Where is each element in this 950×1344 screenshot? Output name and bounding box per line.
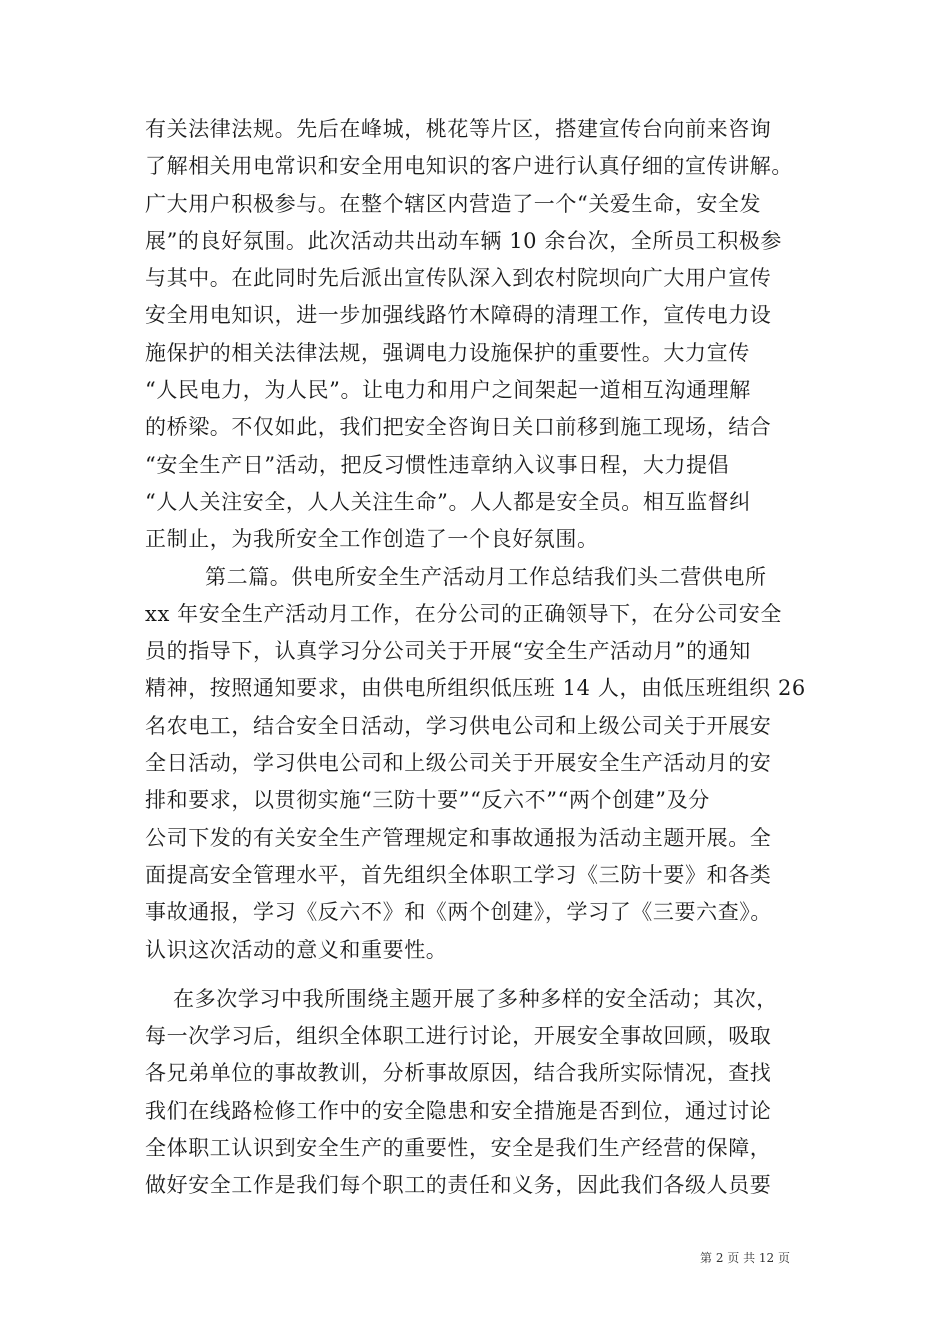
- section-heading-line: 第二篇。供电所安全生产活动月工作总结我们头二营供电所: [205, 564, 767, 589]
- page-number: 第 2 页 共 12 页: [700, 1251, 790, 1265]
- text-line: 排和要求，以贯彻实施“三防十要”“反六不”“两个创建”及分: [145, 788, 710, 813]
- text-line: “安全生产日”活动，把反习惯性违章纳入议事日程，大力提倡: [145, 452, 730, 477]
- text-line: 事故通报，学习《反六不》和《两个创建》，学习了《三要六查》。: [145, 900, 772, 925]
- text-line: 施保护的相关法律法规，强调电力设施保护的重要性。大力宣传: [145, 340, 750, 365]
- text-line: 我们在线路检修工作中的安全隐患和安全措施是否到位，通过讨论: [145, 1098, 772, 1123]
- text-line: 面提高安全管理水平，首先组织全体职工学习《三防十要》和各类: [145, 862, 772, 887]
- text-line: 公司下发的有关安全生产管理规定和事故通报为活动主题开展。全: [145, 825, 772, 850]
- paragraph-gap: [145, 969, 810, 981]
- document-body: [145, 111, 810, 1205]
- text-line: “人人关注安全，人人关注生命”。人人都是安全员。相互监督纠: [145, 489, 751, 514]
- text-line: 员的指导下，认真学习分公司关于开展“安全生产活动月”的通知: [145, 639, 751, 664]
- text-line: 广大用户积极参与。在整个辖区内营造了一个“关爱生命，安全发: [145, 191, 762, 216]
- text-line: 各兄弟单位的事故教训，分析事故原因，结合我所实际情况，查找: [145, 1061, 772, 1086]
- text-line: “人民电力，为人民”。让电力和用户之间架起一道相互沟通理解: [145, 378, 751, 403]
- text-line: 正制止，为我所安全工作创造了一个良好氛围。: [145, 527, 599, 552]
- text-line: 安全用电知识，进一步加强线路竹木障碍的清理工作，宣传电力设: [145, 303, 772, 328]
- text-line: 做好安全工作是我们每个职工的责任和义务，因此我们各级人员要: [145, 1173, 772, 1198]
- text-line: 精神，按照通知要求，由供电所组织低压班 14 人，由低压班组织 26: [145, 676, 806, 701]
- text-line: 的桥梁。不仅如此，我们把安全咨询日关口前移到施工现场，结合: [145, 415, 772, 440]
- text-line: 名农电工，结合安全日活动，学习供电公司和上级公司关于开展安: [145, 713, 772, 738]
- text-line: 与其中。在此同时先后派出宣传队深入到农村院坝向广大用户宣传: [145, 266, 772, 291]
- text-line: 每一次学习后，组织全体职工进行讨论，开展安全事故回顾，吸取: [145, 1024, 772, 1049]
- text-line: 认识这次活动的意义和重要性。: [145, 937, 448, 962]
- text-line: 展”的良好氛围。此次活动共出动车辆 10 余台次，全所员工积极参: [145, 228, 783, 253]
- text-line: 了解相关用电常识和安全用电知识的客户进行认真仔细的宣传讲解。: [145, 154, 793, 179]
- text-line: 有关法律法规。先后在峰城，桃花等片区，搭建宣传台向前来咨询: [145, 117, 772, 141]
- text-line: 全日活动，学习供电公司和上级公司关于开展安全生产活动月的安: [145, 751, 772, 776]
- text-line: xx 年安全生产活动月工作，在分公司的正确领导下，在分公司安全: [145, 601, 782, 626]
- text-line: 全体职工认识到安全生产的重要性，安全是我们生产经营的保障，: [145, 1136, 772, 1161]
- paragraph-start-line: 在多次学习中我所围绕主题开展了多种多样的安全活动；其次，: [173, 986, 778, 1011]
